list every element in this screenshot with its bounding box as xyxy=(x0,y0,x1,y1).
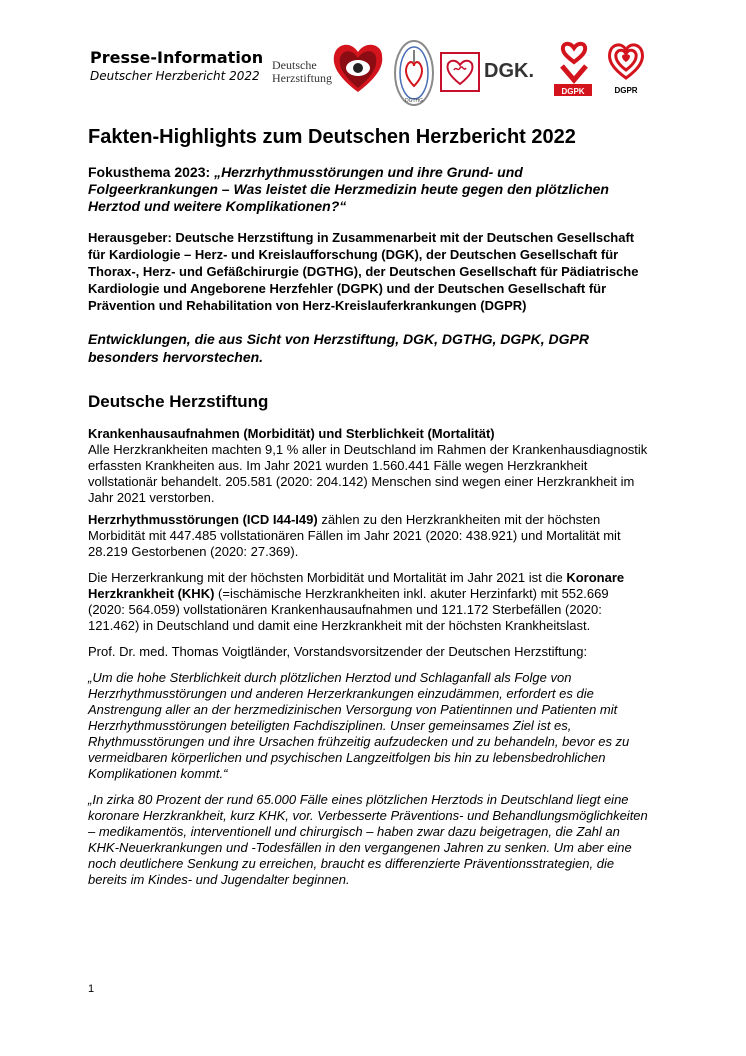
page-number: 1 xyxy=(88,983,95,995)
press-header xyxy=(90,48,263,84)
document-body xyxy=(88,124,648,898)
dgk-label: DGK. xyxy=(484,60,534,82)
logo-text-line1: Deutsche xyxy=(272,58,317,72)
paragraph-morbidity xyxy=(88,426,648,506)
heart-eye-icon xyxy=(330,38,386,96)
focus-topic-prefix: Fokusthema 2023: xyxy=(88,164,215,180)
paragraph-morbidity-heading: Krankenhausaufnahmen (Morbidität) und Sterblichkeit (Mortalität) xyxy=(88,426,495,441)
paragraph-arrhythmia xyxy=(88,512,648,560)
section-title: Deutsche Herzstiftung xyxy=(88,392,269,411)
paragraph-khk-text-1: Die Herzerkrankung mit der höchsten Morbidität und Mortalität im Jahr 2021 ist die xyxy=(88,570,567,585)
paragraph-morbidity-text: Alle Herzkrankheiten machten 9,1 % aller in Deutschland im Rahmen der Krankenhausdiagnostik erfassten Krankheiten aus. Im Jahr 2021 wurden 1.560.441 Fälle wegen Herzkrankheit vollstationär behandelt. 205.581 (2020: 204.142) Menschen sind wegen einer Herzkrankheit im Jahr 2021 verstorben. xyxy=(88,442,648,505)
paragraph-arrhythmia-text: zählen zu den Herzkrankheiten mit der höchsten Morbidität mit 447.485 vollstationären Fällen im Jahr 2021 (2020: 438.921) und Mortalität mit 28.219 Gestorbenen (2020: 27.369). xyxy=(88,512,621,559)
press-subtitle: Deutscher Herzbericht 2022 xyxy=(90,69,260,83)
focus-topic-title: „Herzrhythmusstörungen und ihre Grund- und Folgeerkrankungen – Was leistet die Herzmedizin heute gegen den plötzlichen Herztod und weitere Komplikationen?“ xyxy=(88,164,609,214)
paragraph-speaker: Prof. Dr. med. Thomas Voigtländer, Vorstandsvorsitzender der Deutschen Herzstiftung: xyxy=(88,644,588,659)
press-title: Presse-Information xyxy=(90,48,264,67)
svg-text:DGTHG: DGTHG xyxy=(404,98,424,104)
quote-1: „Um die hohe Sterblichkeit durch plötzlichen Herztod und Schlaganfall als Folge von Herzrhythmusstörungen und anderen Herzerkrankungen einzudämmen, erfordert es die Anstrengung aller an der herzmedizinischen Versorgung von Patientinnen und Patienten mit Herzrhythmusstörungen beteiligten Fachdisziplinen. Unser gemeinsames Ziel ist es, Rhythmusstörungen und ihre Ursachen frühzeitig aufzudecken und zu behandeln, bevor es zu vermeidbaren körperlichen und psychischen Langzeitfolgen bis hin zu lebensbedrohlichen Komplikationen kommt.“ xyxy=(88,670,630,781)
dgk-logo xyxy=(440,52,546,96)
deutsche-herzstiftung-logo xyxy=(272,52,392,102)
publisher-statement: Herausgeber: Deutsche Herzstiftung in Zusammenarbeit mit der Deutschen Gesellschaft für Kardiologie – Herz- und Kreislaufforschung (DGK), der Deutschen Gesellschaft für Thorax-, Herz- und Gefäßchirurgie (DGTHG), der Deutschen Gesellschaft für Pädiatrische Kardiologie und Angeborene Herzfehler (DGPK) und der Deutschen Gesellschaft für Prävention und Rehabilitation von Herz-Kreislauferkrankungen (DGPR) xyxy=(88,230,639,313)
highlight-statement: Entwicklungen, die aus Sicht von Herzstiftung, DGK, DGTHG, DGPK, DGPR besonders hervorstechen. xyxy=(88,331,589,365)
focus-topic xyxy=(88,164,648,215)
dgpk-heart-icon xyxy=(556,40,592,84)
dgpk-logo xyxy=(554,40,594,100)
quote-2: „In zirka 80 Prozent der rund 65.000 Fälle eines plötzlichen Herztods in Deutschland liegt eine koronare Herzkrankheit, kurz KHK, vor. Verbesserte Präventions- und Behandlungsmöglichkeiten – medikamentös, interventionell und chirurgisch – haben zwar dazu beigetragen, die Zahl an KHK-Neuerkrankungen und -Todesfällen in den vergangenen Jahren zu senken. Um aber eine noch deutlichere Senkung zu erreichen, braucht es differenzierte Präventionsstrategien, die bereits im Kindes- und Jugendalter beginnen. xyxy=(88,792,648,887)
dgpk-label: DGPK xyxy=(561,87,585,96)
dgpr-heart-icon xyxy=(606,40,646,82)
page-title: Fakten-Highlights zum Deutschen Herzbericht 2022 xyxy=(88,126,576,148)
paragraph-khk-text-2: (=ischämische Herzkrankheiten inkl. akuter Herzinfarkt) mit 552.669 (2020: 564.059) vollstationären Krankenhausaufnahmen und 121.172 Sterbefällen (2020: 121.462) in Deutschland und damit eine Herzkrankheit mit der höchsten Krankheitslast. xyxy=(88,586,609,633)
dgpr-label: DGPR xyxy=(614,86,638,95)
paragraph-khk xyxy=(88,570,648,634)
logo-text-line2: Herzstiftung xyxy=(272,71,332,85)
dgpr-logo xyxy=(604,40,648,100)
dgthg-logo-icon xyxy=(392,38,436,108)
dgk-heart-icon xyxy=(440,52,480,92)
paragraph-arrhythmia-heading: Herzrhythmusstörungen (ICD I44-I49) xyxy=(88,512,318,527)
paragraph-khk-heading: Koronare Herzkrankheit (KHK) xyxy=(88,570,625,601)
dgpk-badge xyxy=(554,84,592,96)
